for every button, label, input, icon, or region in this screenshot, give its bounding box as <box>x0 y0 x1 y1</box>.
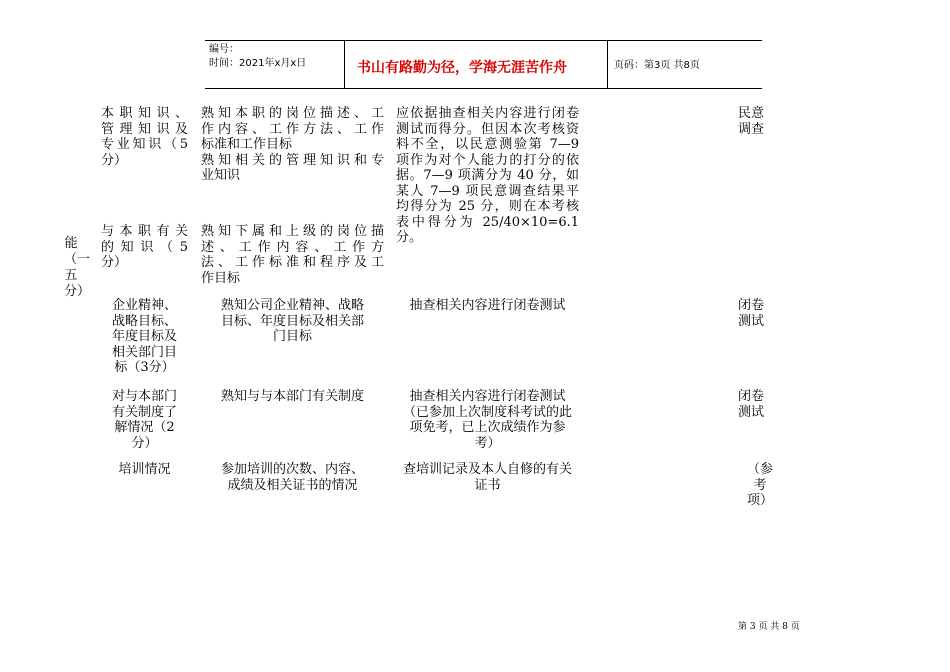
table-row-5-item: 培训情况 <box>118 462 171 477</box>
header-motto: 书山有路勤为径，学海无涯苦作舟 <box>357 60 567 76</box>
header-bottom-rule <box>205 88 762 89</box>
header-divider-right <box>607 40 608 89</box>
table-row-2-item: 与本职有关 的知识（5 分） <box>101 224 188 270</box>
table-row-1-method: 应依据抽查相关内容进行闭卷 测试而得分。但因本次考核资 料不全，以民意测验第 7—9 项作为对个人能力的打分的依 据。7—9 项满分为 40 分，如 某人 7—9 项民意调查结果平 均得分为 25 分，则在本考核 表中得分为 25/40×10=6.1 分。 <box>396 106 579 245</box>
doc-number-label: 编号： <box>209 44 239 55</box>
table-row-2-content: 熟知下属和上级的岗位描 述、工作内容、工作方 法、工作标准和程序及工 作目标 <box>201 224 384 286</box>
page-indicator: 页码：第3页 共8页 <box>614 60 700 71</box>
table-row-5-method: 查培训记录及本人自修的有关 证书 <box>402 462 572 493</box>
table-row-5-source: （参 考 项） <box>746 462 773 508</box>
table-row-4-item: 对与本部门 有关制度了 解情况（2 分） <box>111 389 177 451</box>
table-row-4-content: 熟知与与本部门有关制度 <box>220 389 364 404</box>
table-row-1-item: 本职知识、 管理知识及 专业知识（5 分） <box>101 106 188 168</box>
side-category-label: 能（一五分） <box>64 236 91 299</box>
table-row-3-source: 闭卷 测试 <box>738 298 765 329</box>
table-row-1-source: 民意 调查 <box>738 106 765 137</box>
table-row-4-source: 闭卷 测试 <box>738 389 765 420</box>
table-row-3-item: 企业精神、 战略目标、 年度目标及 相关部门目 标（3分） <box>111 298 177 375</box>
page-footer: 第 3 页 共 8 页 <box>738 622 800 632</box>
doc-time-label: 时间：2021年x月x日 <box>209 58 307 69</box>
table-row-3-method: 抽查相关内容进行闭卷测试 <box>409 298 566 313</box>
table-row-3-content: 熟知公司企业精神、战略 目标、年度目标及相关部 门目标 <box>220 298 364 344</box>
table-row-4-method: 抽查相关内容进行闭卷测试 （已参加上次制度科考试的此 项免考，已上次成绩作为参 考） <box>402 389 572 451</box>
header-divider-left <box>344 40 345 89</box>
table-row-1-content: 熟知本职的岗位描述、工 作内容、工作方法、工作 标准和工作目标 熟知相关的管理知识和专 业知识 <box>201 106 384 183</box>
header-top-rule <box>205 40 762 41</box>
table-row-5-content: 参加培训的次数、内容、 成绩及相关证书的情况 <box>220 462 364 493</box>
